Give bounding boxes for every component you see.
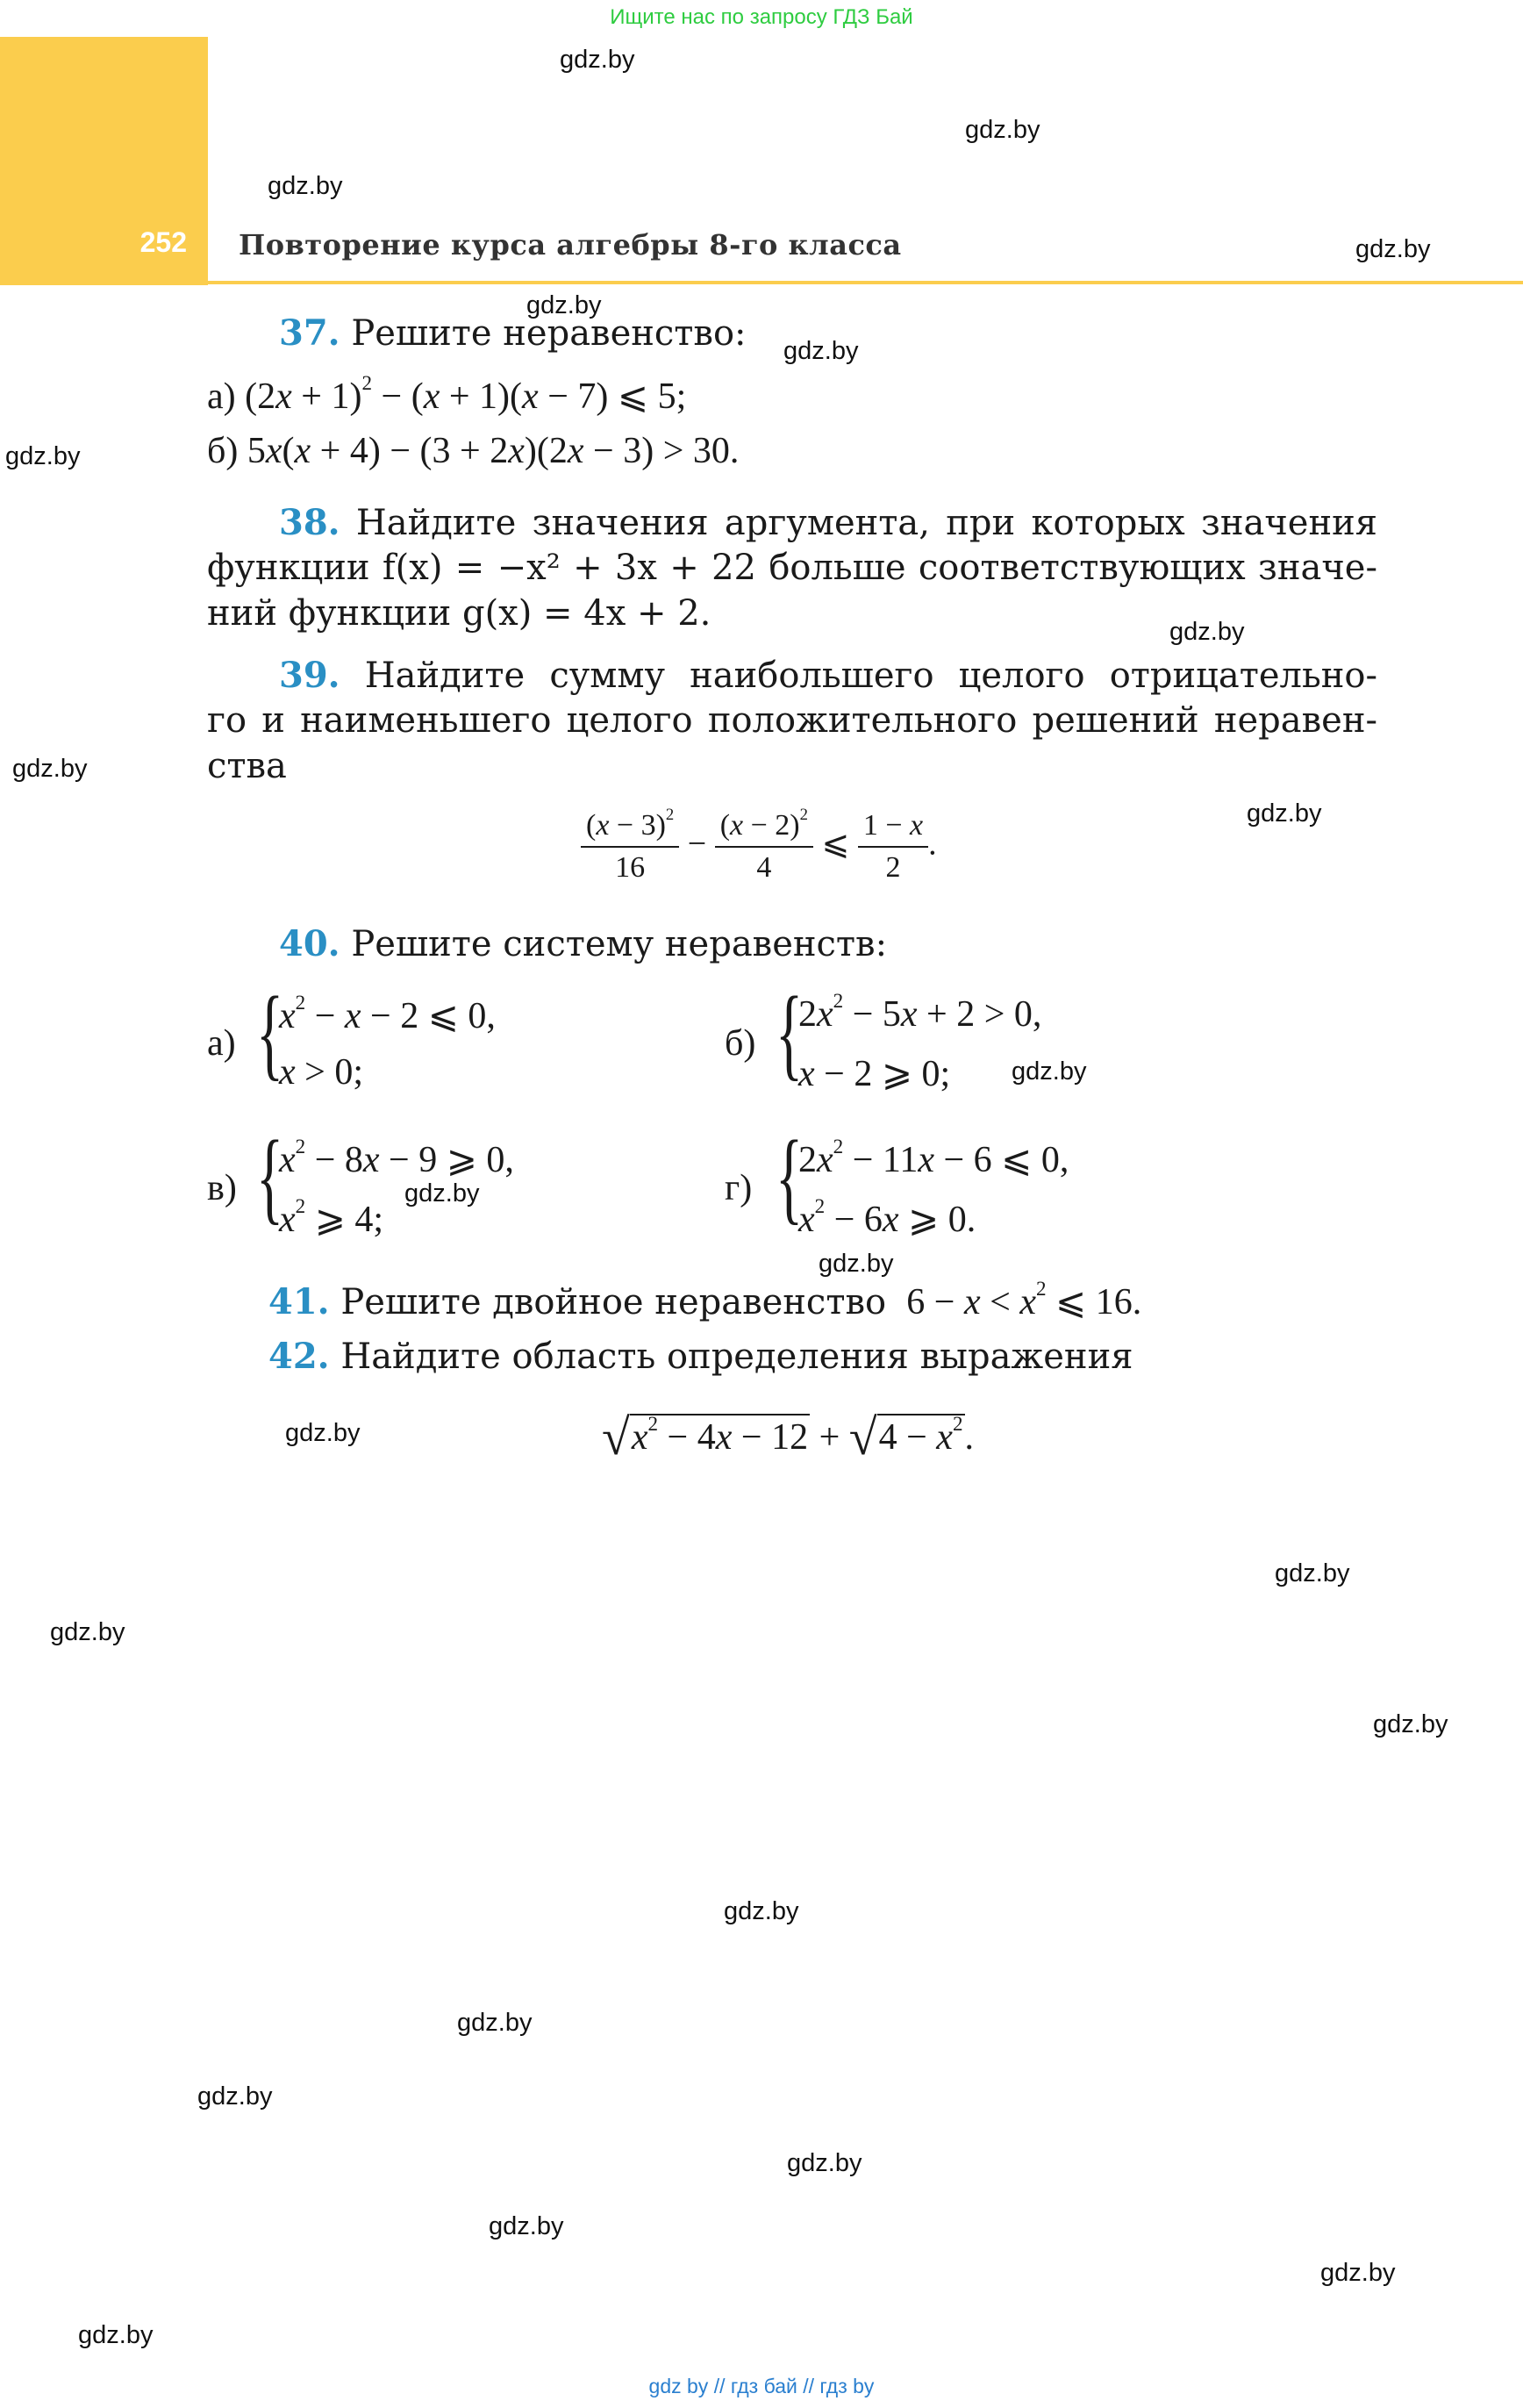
system-brace: { <box>256 1119 284 1234</box>
item-label: г) <box>725 1168 753 1208</box>
top-banner: Ищите нас по запросу ГДЗ Бай <box>610 5 913 29</box>
watermark: gdz.by <box>965 116 1040 144</box>
watermark: gdz.by <box>197 2082 273 2111</box>
problem-text: Найдите сумму наибольшего целого отрицательно- <box>364 656 1377 696</box>
watermark: gdz.by <box>78 2321 154 2349</box>
problem-40v-line1: $x^2 - 8x - 9$ ⩾ 0, <box>279 1135 514 1180</box>
problem-38-line2: функции f(x) = −x² + 3x + 22 больше соответствующих значе- <box>207 548 1377 588</box>
problem-37a: а) $(2x + 1)^2 - (x + 1)(x - 7)$ ⩽ 5; <box>207 371 687 417</box>
watermark: gdz.by <box>50 1618 125 1646</box>
watermark: gdz.by <box>783 337 859 365</box>
problem-text: Найдите значения аргумента, при которых значения <box>355 503 1377 543</box>
item-label: а) <box>207 376 236 417</box>
watermark: gdz.by <box>1355 235 1431 263</box>
problem-40b-line1: $2x^2 - 5x + 2 > 0$, <box>798 989 1042 1035</box>
problem-number: 41. <box>268 1281 330 1322</box>
footer-links[interactable]: gdz by // гдз бай // гдз by <box>648 2375 875 2397</box>
running-header: Повторение курса алгебры 8-го класса <box>239 228 902 262</box>
system-brace: { <box>256 975 284 1090</box>
page-number: 252 <box>139 226 187 258</box>
problem-text: Найдите область определения выражения <box>340 1337 1133 1377</box>
problem-40b-line2: x − 2 ⩾ 0; <box>798 1054 951 1094</box>
problem-40-heading <box>279 923 887 964</box>
problem-41: 41. Решите двойное неравенство $6 - x < x^2$ ⩽ 16. <box>268 1277 1142 1322</box>
problem-37b: б) 5x(x + 4) − (3 + 2x)(2x − 3) > 30. <box>207 431 740 471</box>
watermark: gdz.by <box>268 172 343 200</box>
watermark: gdz.by <box>1373 1710 1448 1738</box>
problem-42-expression: $√x^2 - 4x - 12 + √4 - x^2$. <box>602 1408 974 1466</box>
problem-39-line2: го и наименьшего целого положительного решений неравен- <box>207 700 1377 741</box>
header-rule <box>208 281 1523 284</box>
item-label: б) <box>725 1023 756 1064</box>
watermark: gdz.by <box>724 1897 799 1925</box>
item-label: в) <box>207 1168 237 1208</box>
watermark: gdz.by <box>5 442 81 470</box>
item-label: б) <box>207 431 239 471</box>
problem-number: 37. <box>279 312 340 354</box>
problem-42-heading <box>268 1336 1133 1377</box>
problem-number: 40. <box>279 923 340 964</box>
problem-40a-line1: $x^2 - x - 2$ ⩽ 0, <box>279 991 496 1036</box>
system-brace: { <box>776 1119 804 1234</box>
problem-number: 38. <box>279 502 340 543</box>
problem-39-inequality: $\frac{(x - 3)^2}{16}$ − $\frac{(x - 2)^2}{4}$ ⩽ $\frac{1 - x}{2}$ . <box>581 809 937 885</box>
watermark: gdz.by <box>526 291 602 319</box>
watermark: gdz.by <box>489 2212 564 2240</box>
watermark: gdz.by <box>560 46 635 74</box>
problem-39-line1 <box>207 655 1377 696</box>
watermark: gdz.by <box>819 1250 894 1278</box>
watermark: gdz.by <box>1012 1057 1087 1086</box>
watermark: gdz.by <box>1275 1559 1350 1587</box>
watermark: gdz.by <box>1169 618 1245 646</box>
problem-number: 42. <box>268 1336 330 1377</box>
watermark: gdz.by <box>1247 799 1322 828</box>
problem-37-heading <box>279 312 747 354</box>
problem-number: 39. <box>279 655 340 696</box>
watermark: gdz.by <box>787 2149 862 2177</box>
watermark: gdz.by <box>457 2009 533 2037</box>
problem-40a-line2: x > 0; <box>279 1052 364 1093</box>
problem-40g-line1: $2x^2 - 11x - 6$ ⩽ 0, <box>798 1135 1069 1180</box>
problem-40v-line2: $x^2$ ⩾ 4; <box>279 1194 384 1240</box>
problem-40g-line2: $x^2 - 6x$ ⩾ 0. <box>798 1194 976 1240</box>
problem-text: Решите систему неравенств: <box>351 924 888 964</box>
system-brace: { <box>776 975 804 1090</box>
watermark: gdz.by <box>1320 2259 1396 2287</box>
watermark: gdz.by <box>285 1419 361 1447</box>
item-label: а) <box>207 1023 236 1064</box>
watermark: gdz.by <box>12 755 88 783</box>
problem-text: Решите двойное неравенство <box>340 1282 887 1322</box>
problem-38-line1 <box>207 502 1377 543</box>
watermark: gdz.by <box>404 1179 480 1208</box>
problem-39-line3: ства <box>207 746 287 786</box>
problem-38-line3: ний функции g(x) = 4x + 2. <box>207 593 711 634</box>
problem-text: Решите неравенство: <box>351 313 747 354</box>
